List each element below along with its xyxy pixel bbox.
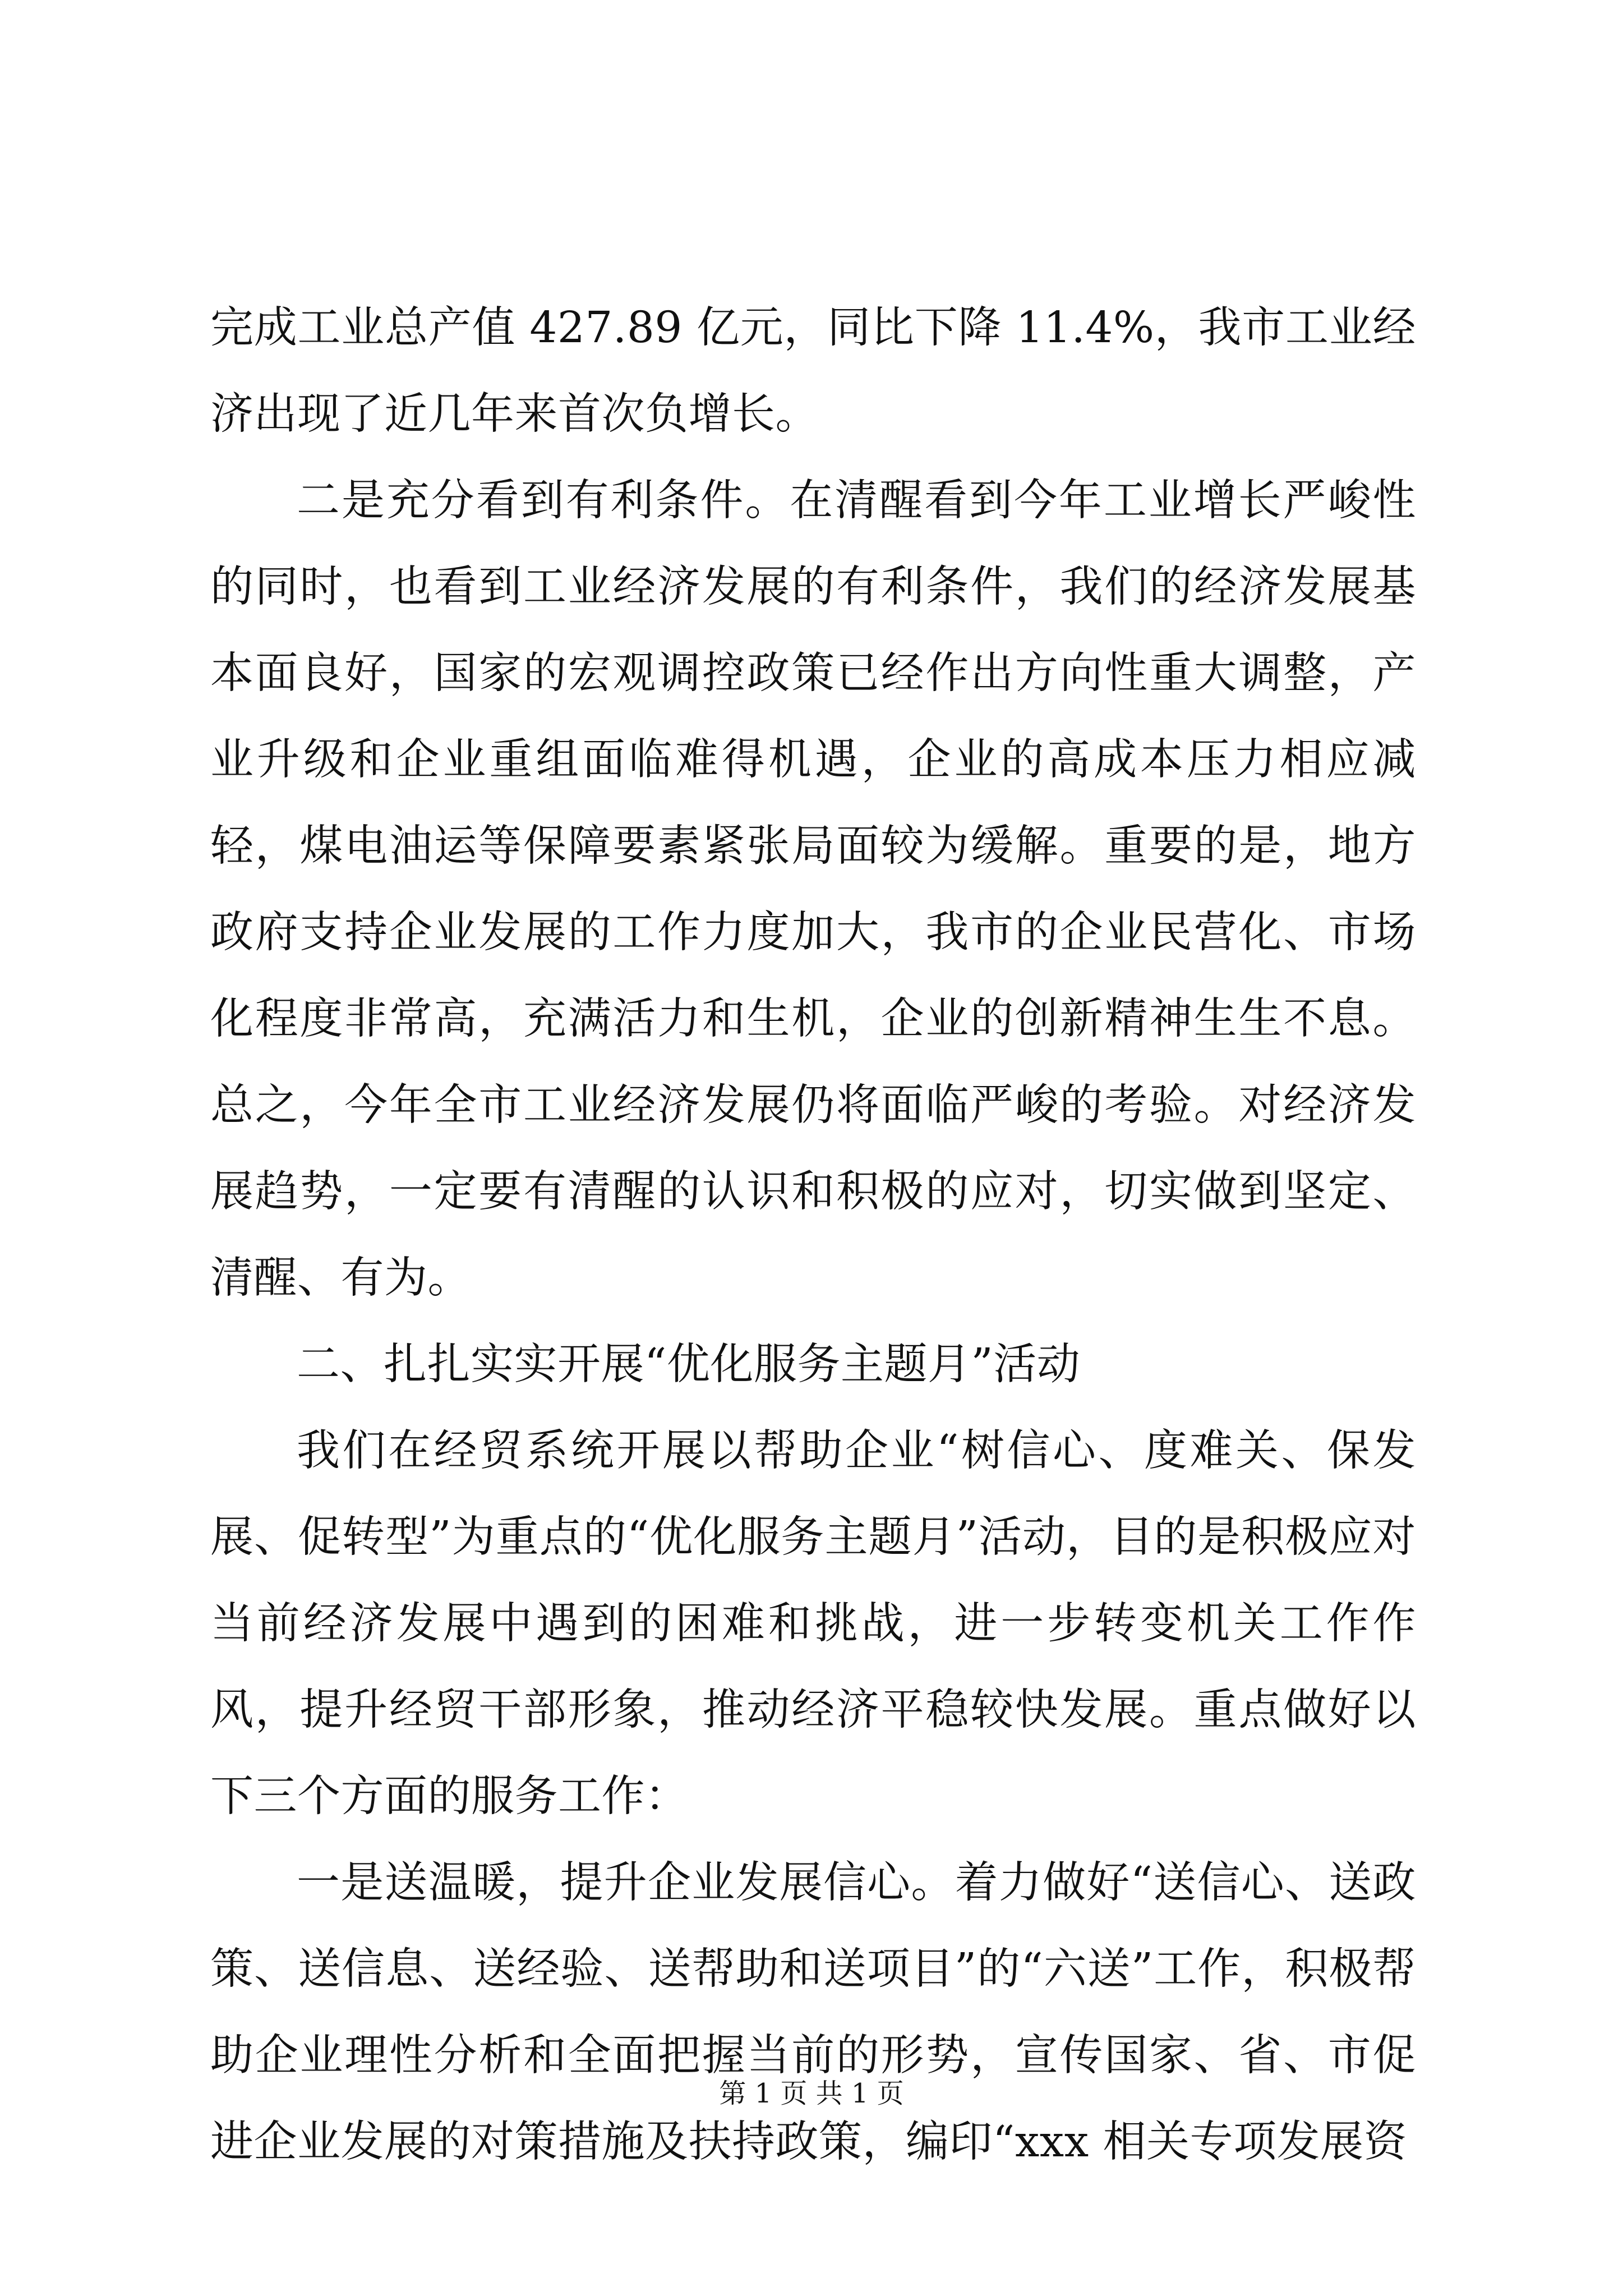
paragraph-4: 一是送温暖，提升企业发展信心。着力做好“送信心、送政策、送信息、送经验、送帮助和送项目”的“六送”工作，积极帮助企业理性分析和全面把握当前的形势，宣传国家、省、市促进企业发展的对策措施及扶持政策，编印“xxx 相关专项发展资 xyxy=(210,1858,1416,2167)
paragraph-2: 二是充分看到有利条件。在清醒看到今年工业增长严峻性的同时，也看到工业经济发展的有利条件，我们的经济发展基本面良好，国家的宏观调控政策已经作出方向性重大调整，产业升级和企业重组面临难得机遇，企业的高成本压力相应减轻，煤电油运等保障要素紧张局面较为缓解。重要的是，地方政府支持企业发展的工作力度加大，我市的企业民营化、市场化程度非常高，充满活力和生机，企业的创新精神生生不息。总之，今年全市工业经济发展仍将面临严峻的考验。对经济发展趋势，一定要有清醒的认识和积极的应对，切实做到坚定、清醒、有为。 xyxy=(210,476,1416,1303)
section-heading: 二、扎扎实实开展“优化服务主题月”活动 xyxy=(297,1340,1081,1389)
paragraph-1: 完成工业总产值 427.89 亿元，同比下降 11.4%，我市工业经济出现了近几年来首次负增长。 xyxy=(210,303,1416,439)
document-body xyxy=(210,285,1416,2185)
paragraph-3: 我们在经贸系统开展以帮助企业“树信心、度难关、保发展、促转型”为重点的“优化服务主题月”活动，目的是积极应对当前经济发展中遇到的困难和挑战，进一步转变机关工作作风，提升经贸干部形象，推动经济平稳较快发展。重点做好以下三个方面的服务工作： xyxy=(210,1426,1416,1821)
page-footer: 第 1 页 共 1 页 xyxy=(719,2078,904,2109)
